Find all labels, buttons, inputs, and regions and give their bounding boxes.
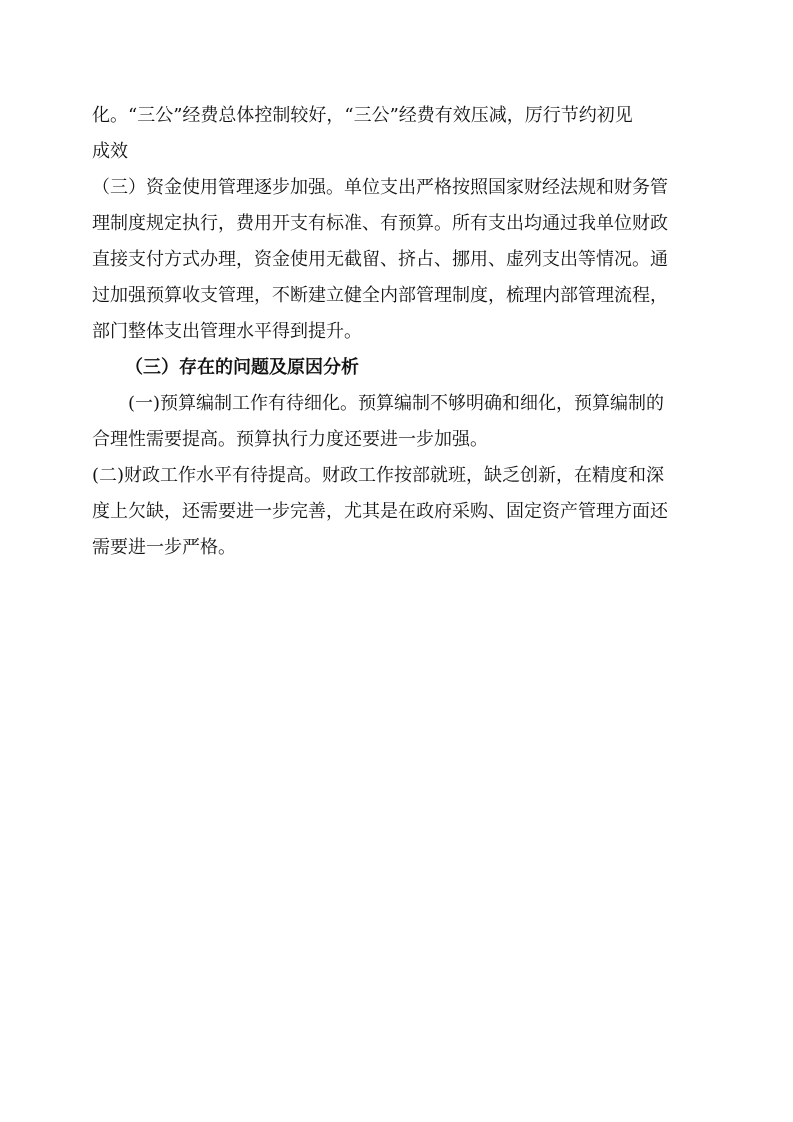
paragraph-2-line-2: 理制度规定执行，费用开支有标准、有预算。所有支出均通过我单位财政 [92, 213, 668, 234]
paragraph-2-line-5: 部门整体支出管理水平得到提升。 [92, 321, 362, 342]
paragraph-3-line-2: 合理性需要提高。预算执行力度还要进一步加强。 [92, 429, 488, 450]
paragraph-2-line-1: （三）资金使用管理逐步加强。单位支出严格按照国家财经法规和财务管 [92, 177, 668, 198]
paragraph-3-line-1: (一)预算编制工作有待细化。预算编制不够明确和细化，预算编制的 [128, 393, 665, 414]
paragraph-2-line-3: 直接支付方式办理，资金使用无截留、挤占、挪用、虚列支出等情况。通 [92, 249, 668, 270]
paragraph-4-line-2: 度上欠缺，还需要进一步完善，尤其是在政府采购、固定资产管理方面还 [92, 501, 668, 522]
paragraph-4-line-1: (二)财政工作水平有待提高。财政工作按部就班，缺乏创新，在精度和深 [92, 465, 665, 486]
section-heading: （三）存在的问题及原因分析 [125, 357, 359, 378]
paragraph-1-line-1: 化。“三公”经费总体控制较好，“三公”经费有效压减，厉行节约初见 [92, 105, 633, 126]
paragraph-1-line-2: 成效 [92, 141, 128, 162]
paragraph-2-line-4: 过加强预算收支管理，不断建立健全内部管理制度，梳理内部管理流程， [92, 285, 668, 306]
paragraph-4-line-3: 需要进一步严格。 [92, 537, 236, 558]
